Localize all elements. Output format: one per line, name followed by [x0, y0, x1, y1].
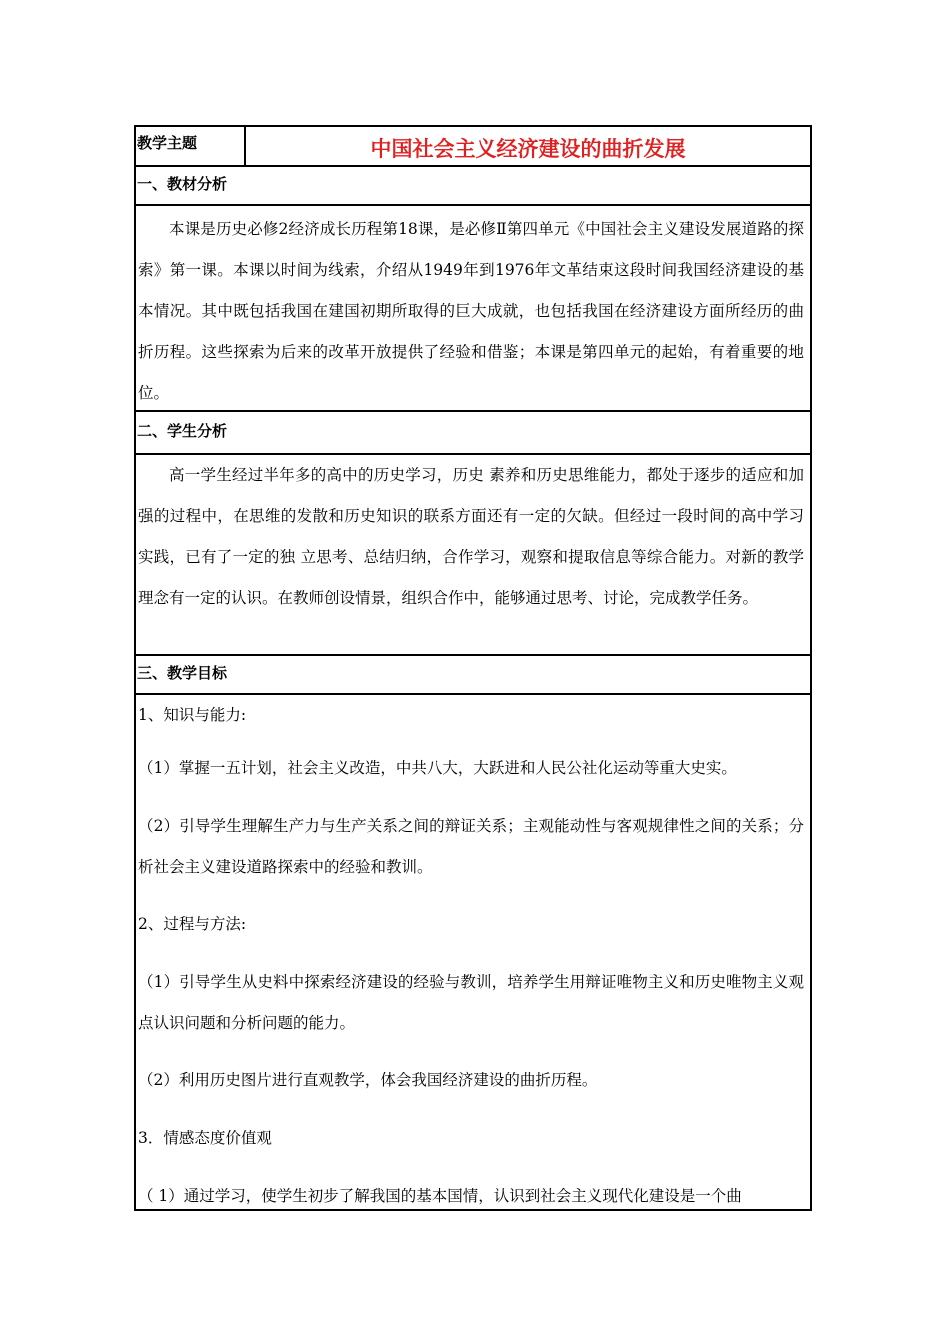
knowledge-item-1: （1）掌握一五计划，社会主义改造，中共八大，大跃进和人民公社化运动等重大史实。 [138, 759, 737, 777]
topic-label: 教学主题 [136, 127, 246, 165]
process-item-1: （1）引导学生从史料中探索经济建设的经验与教训，培养学生用辩证唯物主义和历史唯物主义观点认识问题和分析问题的能力。 [138, 973, 804, 1032]
lesson-title: 中国社会主义经济建设的曲折发展 [370, 137, 686, 161]
section-2-body-row [136, 455, 810, 656]
section-2-heading: 二、学生分析 [137, 422, 228, 440]
process-item-2: （2）利用历史图片进行直观教学，体会我国经济建设的曲折历程。 [138, 1071, 598, 1089]
header-row [136, 127, 810, 167]
section-1-heading: 一、教材分析 [137, 175, 228, 193]
knowledge-title: 1、知识与能力: [138, 706, 247, 724]
section-2-body: 高一学生经过半年多的高中的历史学习，历史 素养和历史思维能力，都处于逐步的适应和加强的过程中，在思维的发散和历史知识的联系方面还有一定的欠缺。但经过一段时间的高中学习实践，已有了一定的独 立思考、总结归纳，合作学习，观察和提取信息等综合能力。对新的教学理念有一定的认识。在教师创设情景，组织合作中，能够通过思考、讨论，完成教学任务。 [138, 466, 804, 607]
section-3-body-cell [136, 695, 810, 1209]
lesson-plan-table [134, 125, 812, 1211]
section-3-heading-row [136, 656, 810, 695]
section-1-body-cell [136, 206, 810, 410]
section-2-heading-row [136, 412, 810, 455]
section-3-body-row [136, 695, 810, 1209]
emotion-title: 3．情感态度价值观 [138, 1129, 272, 1147]
section-2-body-cell [136, 455, 810, 654]
section-1-heading-row [136, 167, 810, 206]
emotion-item-1: （ 1）通过学习，使学生初步了解我国的基本国情，认识到社会主义现代化建设是一个曲 [138, 1187, 742, 1205]
knowledge-item-2: （2）引导学生理解生产力与生产关系之间的辩证关系；主观能动性与客观规律性之间的关系；分析社会主义建设道路探索中的经验和教训。 [138, 817, 804, 876]
section-1-body: 本课是历史必修2经济成长历程第18课，是必修Ⅱ第四单元《中国社会主义建设发展道路的探索》第一课。本课以时间为线索，介绍从1949年到1976年文革结束这段时间我国经济建设的基本情况。其中既包括我国在建国初期所取得的巨大成就，也包括我国在经济建设方面所经历的曲折历程。这些探索为后来的改革开放提供了经验和借鉴；本课是第四单元的起始，有着重要的地位。 [138, 220, 804, 402]
section-1-body-row [136, 206, 810, 412]
section-3-heading: 三、教学目标 [137, 664, 228, 682]
process-title: 2、过程与方法: [138, 915, 247, 933]
